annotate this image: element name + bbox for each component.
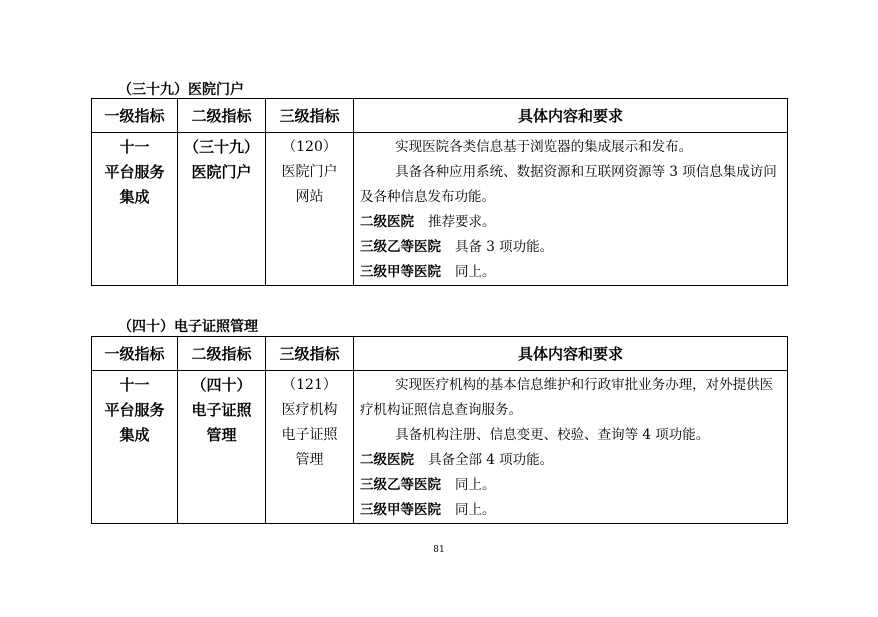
requirement-line [360, 260, 783, 285]
level3-text: （120） [282, 139, 337, 155]
level2-cell [178, 133, 266, 286]
level3-text: （121） [282, 377, 337, 393]
requirement-text: 具备全部 4 项功能。 [428, 452, 554, 468]
level1-text: 集成 [119, 426, 150, 444]
detail-cell [354, 133, 788, 286]
requirement-label: 三级甲等医院 [360, 264, 441, 280]
detail-paragraph: 具备各种应用系统、数据资源和互联网资源等 3 项信息集成访问及各种信息发布功能。 [360, 164, 777, 205]
level3-text: 医疗机构 [281, 402, 338, 418]
level3-text: 电子证照 [281, 427, 338, 443]
indicator-table [91, 98, 788, 286]
requirement-label: 二级医院 [360, 214, 414, 230]
level2-text: 管理 [206, 426, 237, 444]
requirement-label: 三级甲等医院 [360, 502, 441, 518]
header-detail: 具体内容和要求 [354, 99, 788, 133]
section-title: （四十）电子证照管理 [118, 319, 258, 335]
level3-text: 医院门户 [281, 164, 338, 180]
header-level3: 三级指标 [266, 99, 354, 133]
level1-text: 集成 [119, 188, 150, 206]
detail-paragraph: 具备机构注册、信息变更、校验、查询等 4 项功能。 [395, 427, 710, 443]
table-header-row [92, 337, 788, 371]
requirement-text: 具备 3 项功能。 [455, 239, 554, 255]
requirement-label: 三级乙等医院 [360, 239, 441, 255]
requirement-line [360, 473, 783, 498]
requirement-text: 同上。 [455, 502, 496, 518]
table-header-row [92, 99, 788, 133]
page-number: 81 [433, 545, 445, 555]
level3-cell [266, 371, 354, 524]
requirement-label: 三级乙等医院 [360, 477, 441, 493]
header-level1: 一级指标 [92, 337, 178, 371]
requirement-line [360, 448, 783, 473]
section-title: （三十九）医院门户 [118, 82, 244, 98]
level2-text: （四十） [191, 376, 252, 394]
level2-text: 医院门户 [191, 163, 252, 181]
level2-text: （三十九） [183, 138, 259, 156]
requirement-line [360, 235, 783, 260]
requirement-text: 同上。 [455, 264, 496, 280]
level1-text: 十一 [119, 376, 150, 394]
level3-text: 网站 [295, 189, 324, 205]
requirement-line [360, 498, 783, 523]
requirement-label: 二级医院 [360, 452, 414, 468]
requirement-text: 同上。 [455, 477, 496, 493]
header-level1: 一级指标 [92, 99, 178, 133]
level2-text: 电子证照 [191, 401, 252, 419]
level1-text: 十一 [119, 138, 150, 156]
level2-cell [178, 371, 266, 524]
detail-cell [354, 371, 788, 524]
level1-cell [92, 371, 178, 524]
requirement-line [360, 210, 783, 235]
level3-cell [266, 133, 354, 286]
detail-paragraph: 实现医院各类信息基于浏览器的集成展示和发布。 [395, 139, 693, 155]
detail-paragraph: 实现医疗机构的基本信息维护和行政审批业务办理，对外提供医疗机构证照信息查询服务。 [360, 377, 774, 418]
requirement-text: 推荐要求。 [428, 214, 496, 230]
level1-text: 平台服务 [104, 401, 165, 419]
level1-cell [92, 133, 178, 286]
header-level2: 二级指标 [178, 337, 266, 371]
level1-text: 平台服务 [104, 163, 165, 181]
table-row [92, 371, 788, 524]
indicator-table [91, 336, 788, 524]
level3-text: 管理 [295, 452, 324, 468]
table-row [92, 133, 788, 286]
header-level2: 二级指标 [178, 99, 266, 133]
header-level3: 三级指标 [266, 337, 354, 371]
header-detail: 具体内容和要求 [354, 337, 788, 371]
